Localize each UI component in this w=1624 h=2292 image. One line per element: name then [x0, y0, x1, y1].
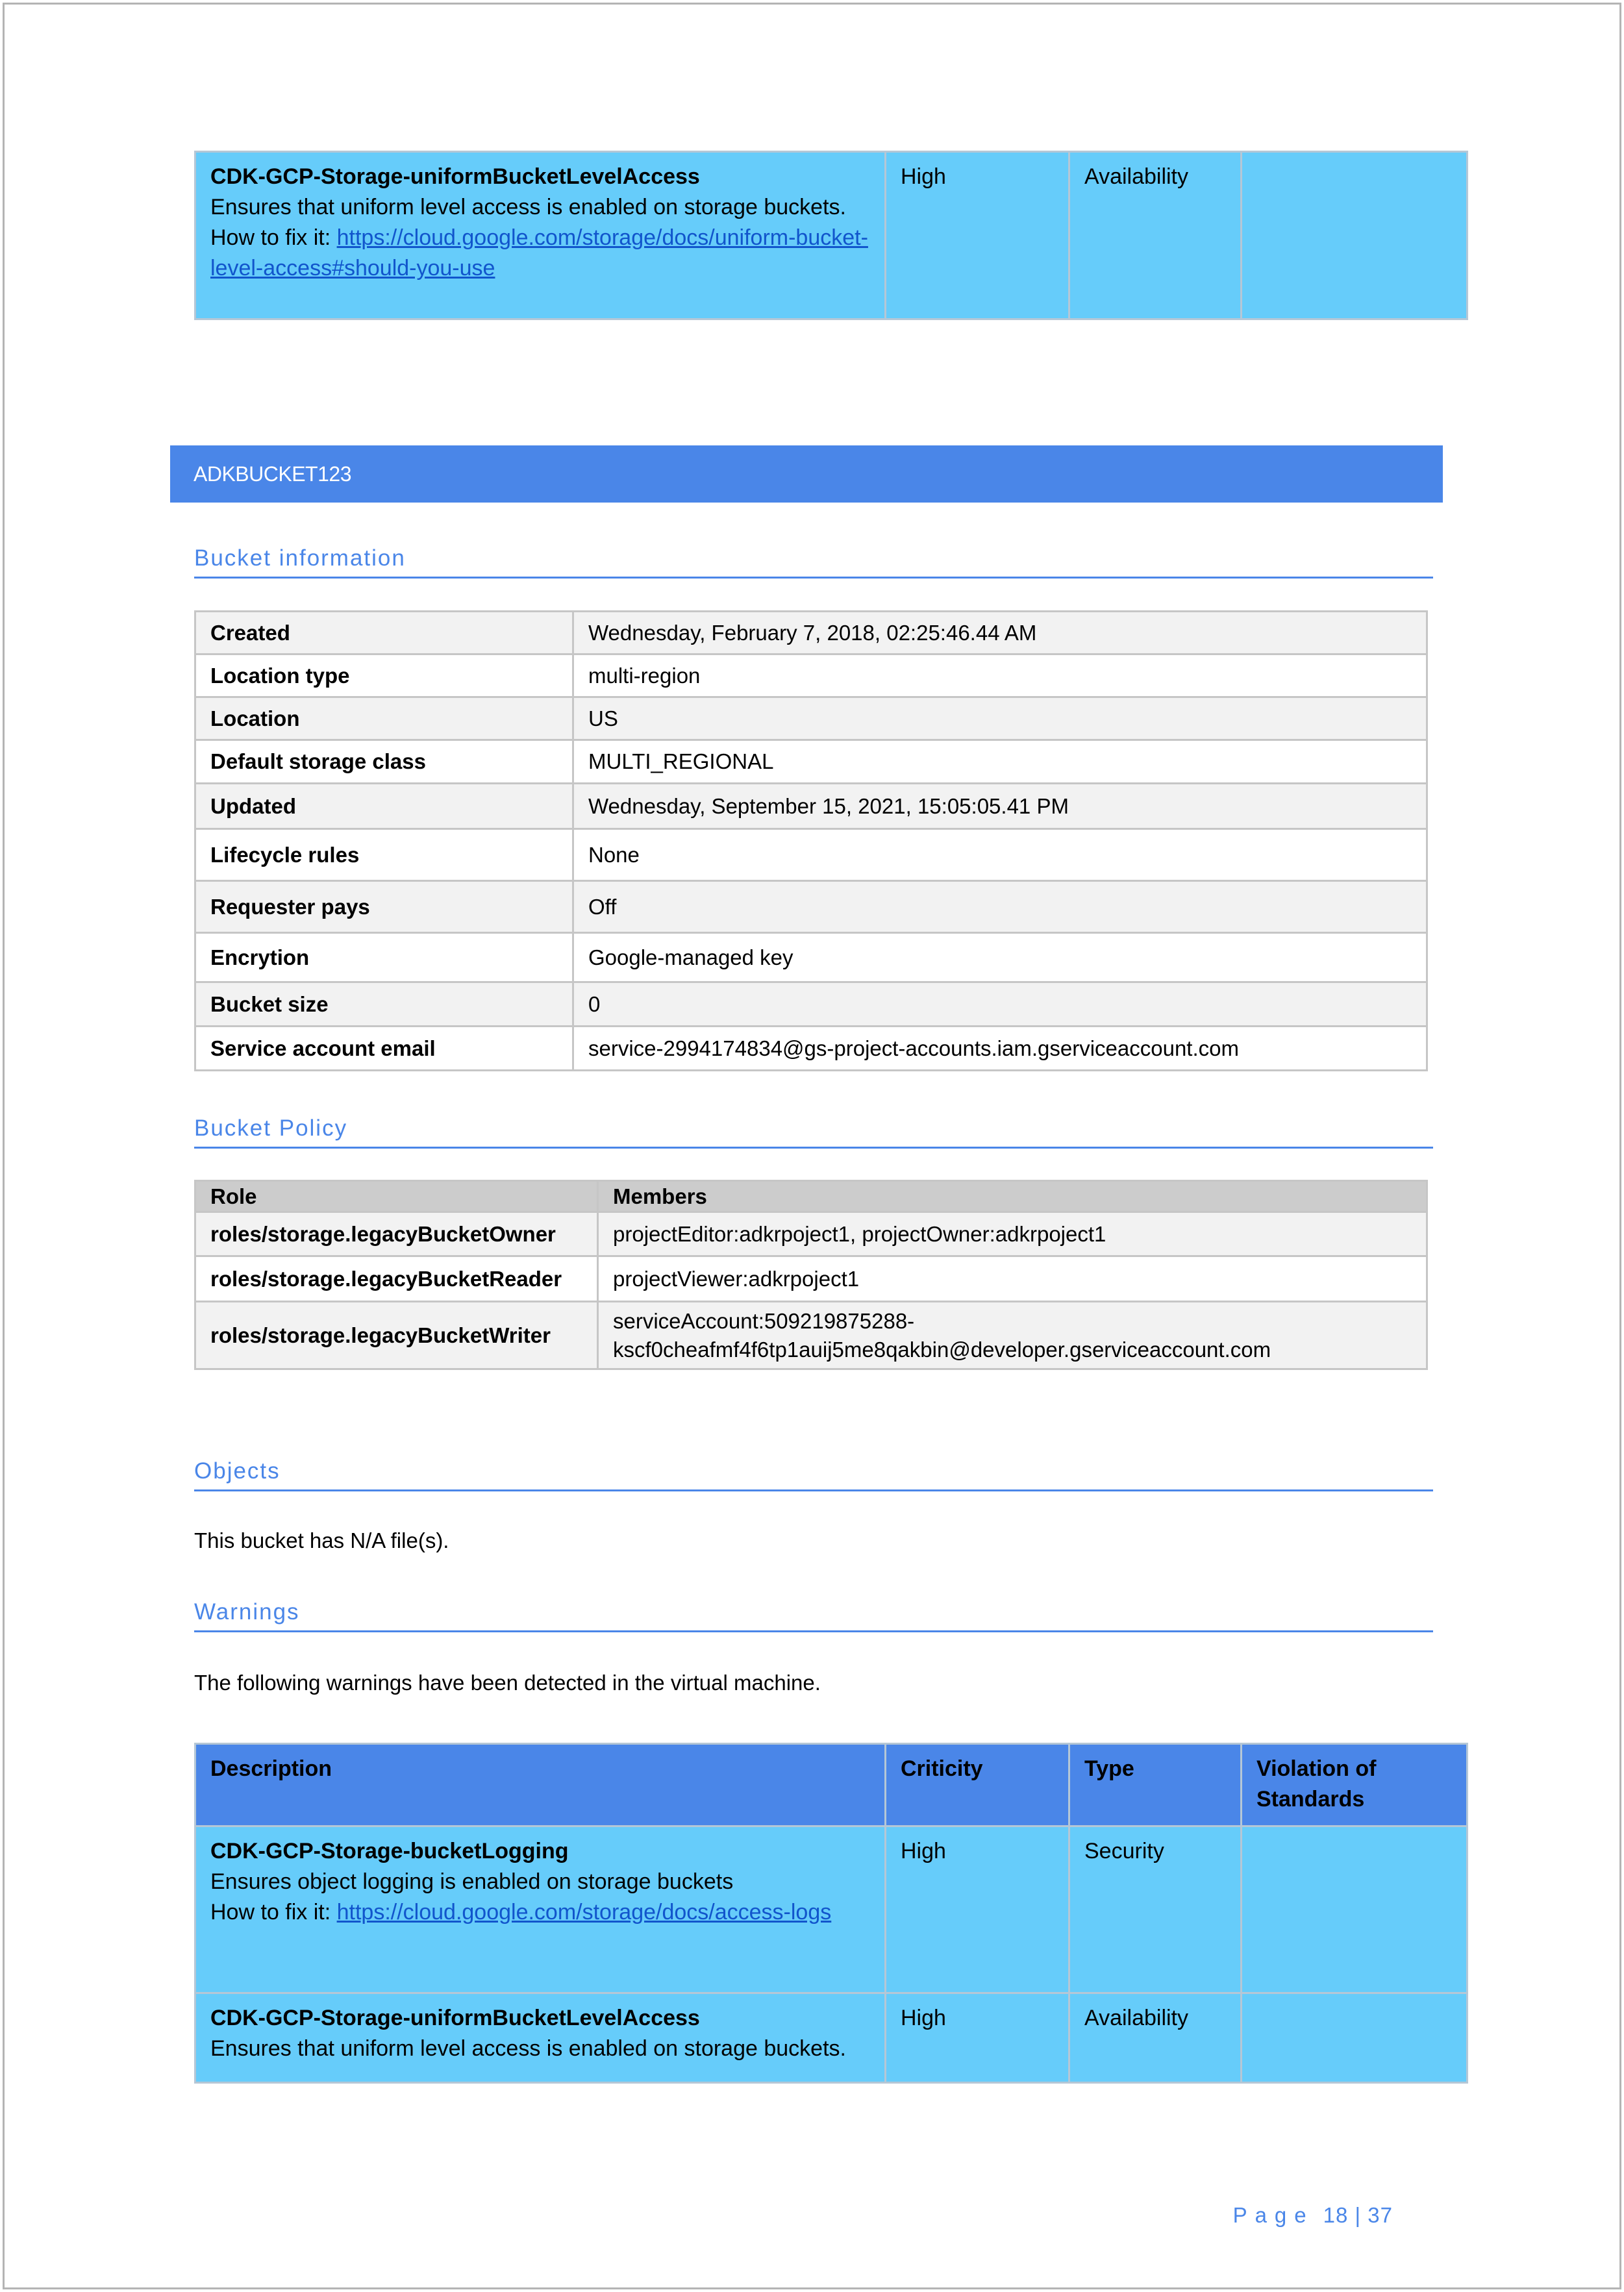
info-value: None [573, 829, 1427, 881]
policy-role: roles/storage.legacyBucketWriter [195, 1302, 598, 1369]
bucket-policy-table [194, 1180, 1428, 1370]
info-row-encryption [195, 933, 1427, 982]
fix-link[interactable]: https://cloud.google.com/storage/docs/uniform-bucket-level-access#should-you-use [210, 225, 868, 280]
warning-description-cell [195, 152, 886, 319]
warning-description-cell [195, 1826, 886, 1993]
info-row-updated [195, 784, 1427, 829]
warning-type-cell: Security [1069, 1826, 1242, 1993]
objects-summary: This bucket has N/A file(s). [194, 1528, 449, 1552]
info-key: Location [195, 697, 573, 740]
warnings-header-row [195, 1744, 1468, 1826]
warnings-table-continued [194, 151, 1468, 320]
violation-header-line: Violation of [1256, 1756, 1377, 1781]
role-column-header: Role [195, 1181, 598, 1212]
page-number: 18 [1323, 2203, 1349, 2227]
policy-header-row [195, 1181, 1427, 1212]
violation-header-line: Standards [1256, 1787, 1365, 1812]
warning-type-cell: Availability [1069, 1993, 1242, 2083]
warning-violation-cell [1242, 152, 1468, 319]
members-line: serviceAccount:509219875288- [613, 1308, 915, 1333]
violation-column-header [1242, 1744, 1468, 1826]
warning-description-cell [195, 1993, 886, 2083]
policy-members [598, 1302, 1427, 1369]
info-value: 0 [573, 982, 1427, 1027]
info-key: Created [195, 612, 573, 654]
warning-row [195, 1826, 1468, 1993]
warnings-table [194, 1743, 1468, 2084]
info-row-requester-pays [195, 881, 1427, 933]
rule-description: Ensures that uniform level access is enabled on storage buckets. [210, 195, 846, 219]
rule-name: CDK-GCP-Storage-bucketLogging [210, 1839, 569, 1863]
fix-label: How to fix it: [210, 225, 337, 250]
info-value: Off [573, 881, 1427, 933]
warning-violation-cell [1242, 1826, 1468, 1993]
info-value: Wednesday, February 7, 2018, 02:25:46.44 AM [573, 612, 1427, 654]
info-key: Lifecycle rules [195, 829, 573, 881]
page-footer [1233, 2203, 1393, 2228]
policy-role: roles/storage.legacyBucketReader [195, 1256, 598, 1302]
bucket-information-heading: Bucket information [194, 544, 1433, 579]
policy-members: projectEditor:adkrpoject1, projectOwner:adkrpoject1 [598, 1212, 1427, 1256]
info-row-bucket-size [195, 982, 1427, 1027]
bucket-info-table [194, 610, 1428, 1071]
rule-description: Ensures that uniform level access is enabled on storage buckets. [210, 2036, 846, 2061]
members-column-header: Members [598, 1181, 1427, 1212]
description-column-header: Description [195, 1744, 886, 1826]
policy-members: projectViewer:adkrpoject1 [598, 1256, 1427, 1302]
info-row-created [195, 612, 1427, 654]
bucket-name-banner: ADKBUCKET123 [170, 445, 1443, 503]
rule-description: Ensures object logging is enabled on storage buckets [210, 1869, 734, 1894]
bucket-policy-heading: Bucket Policy [194, 1114, 1433, 1149]
warning-row [195, 152, 1468, 319]
policy-row-reader [195, 1256, 1427, 1302]
warning-row [195, 1993, 1468, 2083]
total-pages: 37 [1368, 2203, 1393, 2227]
warnings-heading: Warnings [194, 1598, 1433, 1632]
info-row-storage-class [195, 740, 1427, 784]
policy-row-owner [195, 1212, 1427, 1256]
members-line: kscf0cheafmf4f6tp1auij5me8qakbin@developer.gserviceaccount.com [613, 1337, 1271, 1362]
policy-role: roles/storage.legacyBucketOwner [195, 1212, 598, 1256]
info-key: Encrytion [195, 933, 573, 982]
objects-heading: Objects [194, 1457, 1433, 1491]
info-row-location-type [195, 654, 1427, 697]
warning-violation-cell [1242, 1993, 1468, 2083]
info-row-location [195, 697, 1427, 740]
info-key: Bucket size [195, 982, 573, 1027]
info-value: service-2994174834@gs-project-accounts.iam.gserviceaccount.com [573, 1027, 1427, 1071]
fix-label: How to fix it: [210, 1900, 337, 1925]
info-value: US [573, 697, 1427, 740]
type-column-header: Type [1069, 1744, 1242, 1826]
info-key: Default storage class [195, 740, 573, 784]
page-separator: | [1355, 2203, 1362, 2227]
warnings-intro: The following warnings have been detected in the virtual machine. [194, 1671, 821, 1695]
info-key: Updated [195, 784, 573, 829]
page-label: Page [1232, 2203, 1314, 2227]
rule-name: CDK-GCP-Storage-uniformBucketLevelAccess [210, 2006, 700, 2030]
warning-type-cell: Availability [1069, 152, 1242, 319]
info-value: Wednesday, September 15, 2021, 15:05:05.41 PM [573, 784, 1427, 829]
info-key: Service account email [195, 1027, 573, 1071]
info-value: Google-managed key [573, 933, 1427, 982]
info-value: multi-region [573, 654, 1427, 697]
criticity-column-header: Criticity [886, 1744, 1069, 1826]
fix-link[interactable]: https://cloud.google.com/storage/docs/access-logs [336, 1900, 832, 1925]
warning-criticity-cell: High [886, 1993, 1069, 2083]
warning-criticity-cell: High [886, 152, 1069, 319]
info-value: MULTI_REGIONAL [573, 740, 1427, 784]
info-row-lifecycle [195, 829, 1427, 881]
info-key: Location type [195, 654, 573, 697]
info-row-service-account [195, 1027, 1427, 1071]
info-key: Requester pays [195, 881, 573, 933]
warning-criticity-cell: High [886, 1826, 1069, 1993]
policy-row-writer [195, 1302, 1427, 1369]
rule-name: CDK-GCP-Storage-uniformBucketLevelAccess [210, 164, 700, 189]
